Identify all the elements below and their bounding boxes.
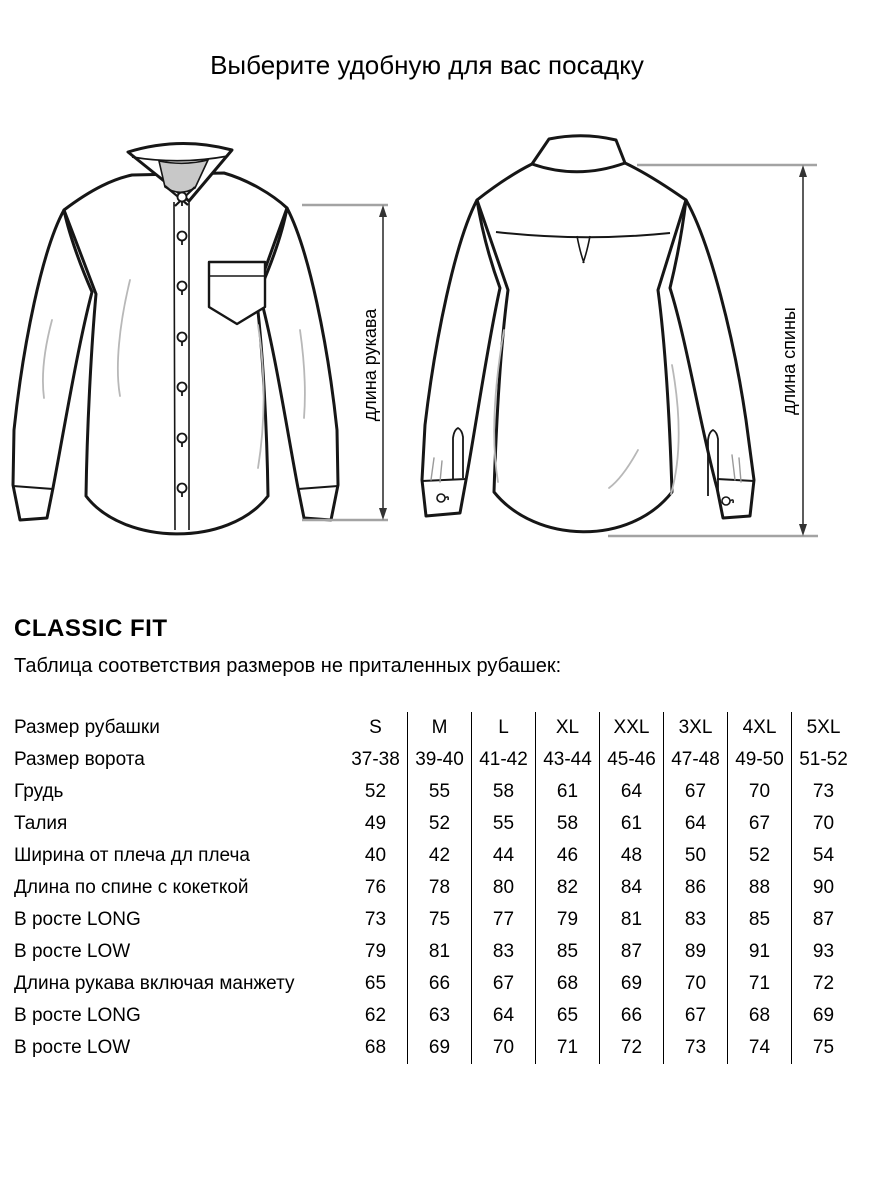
row-label: Размер ворота	[14, 749, 145, 770]
size-cell: 41-42	[472, 744, 536, 776]
size-cell: 68	[728, 1000, 792, 1032]
size-cell: 84	[600, 872, 664, 904]
size-cell: 68	[364, 1037, 387, 1058]
size-cell: 79	[536, 904, 600, 936]
size-cell: 65	[364, 973, 387, 994]
row-label: Размер рубашки	[14, 717, 160, 738]
size-cell: 66	[600, 1000, 664, 1032]
size-cell: 87	[792, 904, 856, 936]
size-cell: 55	[408, 776, 472, 808]
size-cell: 70	[664, 968, 728, 1000]
size-table	[14, 712, 855, 1064]
sleeve-length-dimension	[300, 195, 395, 530]
size-cell: 80	[472, 872, 536, 904]
size-cell: 69	[408, 1032, 472, 1064]
size-cell: 47-48	[664, 744, 728, 776]
size-cell: 72	[792, 968, 856, 1000]
size-cell: 66	[408, 968, 472, 1000]
size-cell: 64	[664, 808, 728, 840]
size-cell: 82	[536, 872, 600, 904]
size-cell: 46	[536, 840, 600, 872]
size-cell: 75	[792, 1032, 856, 1064]
size-cell: 39-40	[408, 744, 472, 776]
size-cell: 81	[600, 904, 664, 936]
shirt-back-left-sleeve	[422, 200, 500, 516]
row-label: Длина рукава включая манжету	[14, 973, 295, 994]
size-cell: 52	[408, 808, 472, 840]
size-cell: 70	[792, 808, 856, 840]
table-row	[14, 1032, 855, 1064]
size-cell: 69	[600, 968, 664, 1000]
size-cell: 69	[792, 1000, 856, 1032]
table-row	[14, 872, 855, 904]
table-row	[14, 1000, 855, 1032]
size-cell: 5XL	[792, 712, 856, 744]
size-cell: 81	[408, 936, 472, 968]
row-label: Грудь	[14, 781, 64, 802]
size-cell: 87	[600, 936, 664, 968]
size-cell: 85	[536, 936, 600, 968]
table-row	[14, 776, 855, 808]
size-cell: 51-52	[792, 744, 856, 776]
table-header-row	[14, 712, 855, 744]
size-cell: 74	[728, 1032, 792, 1064]
size-cell: 45-46	[600, 744, 664, 776]
size-cell: 85	[728, 904, 792, 936]
size-cell: 68	[536, 968, 600, 1000]
size-cell: 48	[600, 840, 664, 872]
size-cell: 52	[364, 781, 387, 802]
size-cell: M	[408, 712, 472, 744]
size-cell: 54	[792, 840, 856, 872]
size-cell: 64	[472, 1000, 536, 1032]
size-cell: XXL	[600, 712, 664, 744]
size-cell: 67	[472, 968, 536, 1000]
size-cell: 83	[472, 936, 536, 968]
table-row	[14, 808, 855, 840]
size-cell: 76	[364, 877, 387, 898]
back-length-dimension	[600, 155, 830, 545]
size-cell: 70	[472, 1032, 536, 1064]
size-cell: 77	[472, 904, 536, 936]
table-row	[14, 936, 855, 968]
size-cell: 73	[364, 909, 387, 930]
row-label: Ширина от плеча дл плеча	[14, 845, 250, 866]
size-cell: 61	[600, 808, 664, 840]
size-cell: 75	[408, 904, 472, 936]
size-cell: 37-38	[351, 749, 400, 770]
row-label: Талия	[14, 813, 68, 834]
size-cell: 65	[536, 1000, 600, 1032]
size-cell: 89	[664, 936, 728, 968]
sleeve-length-label: длина рукава	[360, 308, 380, 422]
size-cell: 52	[728, 840, 792, 872]
row-label: В росте LOW	[14, 1037, 131, 1058]
size-cell: 63	[408, 1000, 472, 1032]
size-cell: 67	[728, 808, 792, 840]
size-table-body	[14, 712, 855, 1064]
size-cell: 50	[664, 840, 728, 872]
size-cell: 62	[364, 1005, 387, 1026]
table-row	[14, 744, 855, 776]
size-cell: 3XL	[664, 712, 728, 744]
size-cell: 55	[472, 808, 536, 840]
table-row	[14, 904, 855, 936]
table-row	[14, 840, 855, 872]
row-label: В росте LONG	[14, 1005, 141, 1026]
size-cell: S	[369, 717, 382, 738]
row-label: В росте LONG	[14, 909, 141, 930]
size-cell: 58	[472, 776, 536, 808]
size-cell: 40	[364, 845, 387, 866]
size-cell: 42	[408, 840, 472, 872]
shirt-front-drawing	[8, 130, 340, 550]
row-label: В росте LOW	[14, 941, 131, 962]
size-cell: L	[472, 712, 536, 744]
size-cell: 49-50	[728, 744, 792, 776]
size-cell: 93	[792, 936, 856, 968]
section-subtitle: Таблица соответствия размеров не приталенных рубашек:	[14, 655, 562, 677]
size-cell: 88	[728, 872, 792, 904]
size-cell: 83	[664, 904, 728, 936]
arrow-down-icon	[799, 524, 807, 536]
size-cell: 79	[364, 941, 387, 962]
size-cell: 90	[792, 872, 856, 904]
row-label: Длина по спине с кокеткой	[14, 877, 249, 898]
back-length-label: длина спины	[779, 307, 799, 415]
size-cell: 67	[664, 776, 728, 808]
size-cell: 43-44	[536, 744, 600, 776]
size-cell: 61	[536, 776, 600, 808]
arrow-up-icon	[799, 165, 807, 177]
size-cell: 44	[472, 840, 536, 872]
size-cell: 58	[536, 808, 600, 840]
size-cell: 71	[728, 968, 792, 1000]
size-cell: XL	[536, 712, 600, 744]
size-cell: 49	[364, 813, 387, 834]
size-cell: 73	[792, 776, 856, 808]
size-cell: 4XL	[728, 712, 792, 744]
section-heading: CLASSIC FIT	[14, 615, 168, 642]
size-cell: 71	[536, 1032, 600, 1064]
size-cell: 73	[664, 1032, 728, 1064]
size-cell: 67	[664, 1000, 728, 1032]
size-cell: 70	[728, 776, 792, 808]
page-title: Выберите удобную для вас посадку	[210, 50, 644, 80]
arrow-up-icon	[379, 205, 387, 217]
arrow-down-icon	[379, 508, 387, 520]
size-cell: 78	[408, 872, 472, 904]
size-cell: 86	[664, 872, 728, 904]
table-row	[14, 968, 855, 1000]
size-cell: 91	[728, 936, 792, 968]
size-cell: 64	[600, 776, 664, 808]
size-cell: 72	[600, 1032, 664, 1064]
